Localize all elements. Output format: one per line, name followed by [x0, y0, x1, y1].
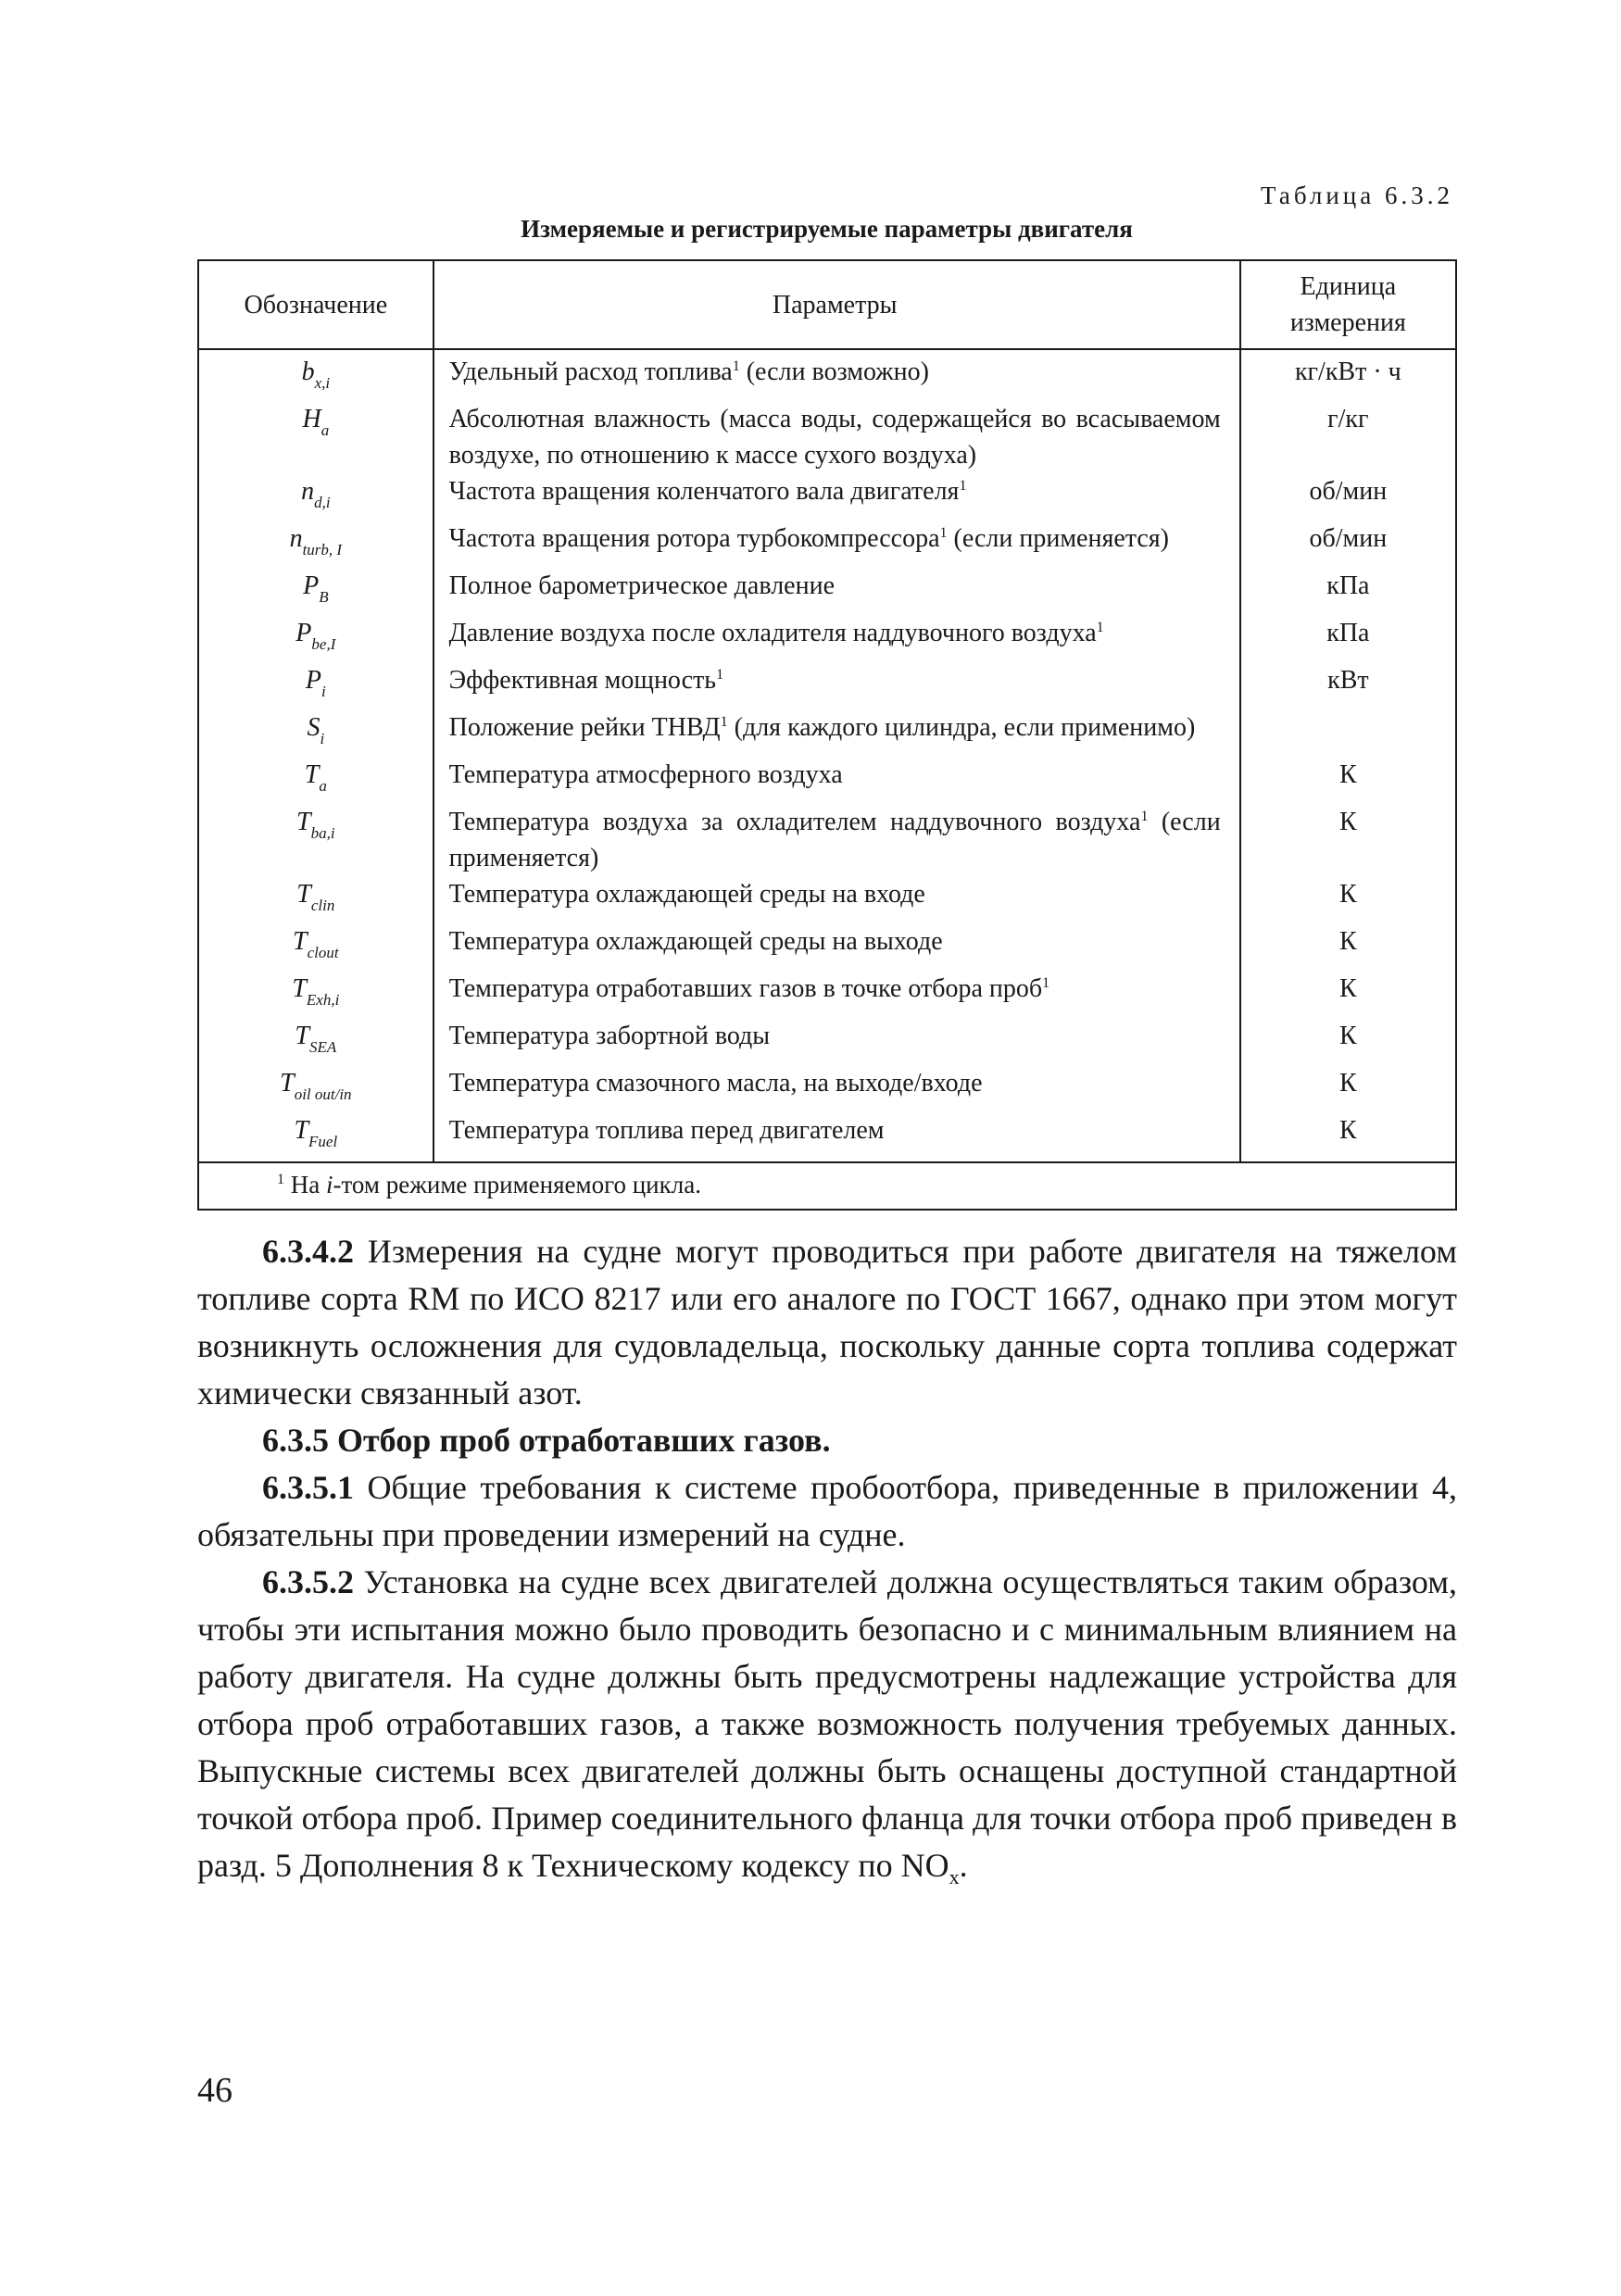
- parameter-symbol: [303, 568, 329, 615]
- parameter-text: Температура забортной воды: [448, 1022, 771, 1050]
- parameter-text-tail: (если возможно): [739, 358, 929, 386]
- footnote-mark: 1: [716, 667, 724, 683]
- parameter-cell: [434, 349, 1240, 401]
- parameter-text-tail: (для каждого цилиндра, если применимо): [727, 713, 1196, 742]
- footnote-mark: 1: [277, 1172, 284, 1187]
- symbol-subscript: turb, I: [302, 541, 343, 558]
- table-number-label: Таблица 6.3.2: [1261, 182, 1453, 209]
- parameter-text: Температура топлива перед двигателем: [448, 1116, 885, 1145]
- parameter-symbol: [295, 1018, 336, 1065]
- footnote-mark: 1: [1042, 975, 1050, 991]
- paragraph-text: Измерения на судне могут проводиться при работе двигателя на тяжелом топливе сорта RM по ИСО 8217 или его аналоге по ГОСТ 1667, однако при этом могут возникнуть осложнения для судовладельца, поскольку данные сорта топлива содержат химически связанный азот.: [197, 1233, 1457, 1411]
- symbol-letter: T: [296, 880, 311, 909]
- section-heading-6-3-5: [197, 1417, 1457, 1464]
- table-row: [198, 349, 1456, 401]
- parameter-cell: [434, 662, 1240, 709]
- parameters-table: [197, 259, 1457, 1211]
- unit-cell: К: [1240, 1018, 1456, 1065]
- parameter-cell: [434, 521, 1240, 568]
- symbol-subscript: Fuel: [308, 1133, 338, 1150]
- symbol-letter: T: [294, 1116, 309, 1145]
- heading-text: 6.3.5 Отбор проб отработавших газов.: [262, 1422, 831, 1459]
- parameter-symbol: [296, 804, 335, 851]
- table-row: [198, 662, 1456, 709]
- designation-cell: [198, 473, 434, 521]
- body-text: [197, 1228, 1457, 1901]
- table-row: [198, 1065, 1456, 1112]
- parameter-cell: [434, 923, 1240, 971]
- symbol-letter: S: [307, 713, 320, 742]
- header-designation: Обозначение: [198, 260, 434, 349]
- footnote-text-post: -том режиме применяемого цикла.: [333, 1171, 701, 1198]
- parameter-symbol: [305, 757, 327, 804]
- unit-cell: об/мин: [1240, 521, 1456, 568]
- designation-cell: [198, 1065, 434, 1112]
- parameter-cell: [434, 568, 1240, 615]
- symbol-letter: n: [301, 477, 315, 506]
- table-row: [198, 615, 1456, 662]
- parameter-symbol: [301, 473, 330, 521]
- designation-cell: [198, 662, 434, 709]
- unit-cell: К: [1240, 804, 1456, 876]
- unit-cell: К: [1240, 1065, 1456, 1112]
- parameter-symbol: [306, 662, 326, 709]
- unit-cell: К: [1240, 757, 1456, 804]
- unit-cell: кПа: [1240, 615, 1456, 662]
- parameter-text: Частота вращения коленчатого вала двигателя: [448, 477, 960, 506]
- parameter-text: Удельный расход топлива: [448, 358, 733, 386]
- symbol-subscript: B: [319, 588, 329, 606]
- symbol-letter: T: [295, 1022, 309, 1050]
- table-row: [198, 923, 1456, 971]
- parameter-cell: [434, 1065, 1240, 1112]
- table-row: [198, 568, 1456, 615]
- paragraph-text: Установка на судне всех двигателей должна осуществляться таким образом, чтобы эти испытания можно было проводить безопасно и с минимальным влиянием на работу двигателя. На судне должны быть предусмотрены надлежащие устройства для отбора проб отработавших газов, а также возможность получения требуемых данных. Выпускные системы всех двигателей должны быть оснащены доступной стандартной точкой отбора проб. Пример соединительного фланца для точки отбора проб приведен в разд. 5 Дополнения 8 к Техническому кодексу по NO: [197, 1563, 1457, 1884]
- parameter-text-tail: (если применяется): [947, 524, 1169, 553]
- parameter-text-tail: (если применяется): [448, 808, 1221, 872]
- parameter-cell: [434, 615, 1240, 662]
- parameter-symbol: [294, 1112, 337, 1160]
- parameter-text: Температура смазочного масла, на выходе/входе: [448, 1069, 983, 1098]
- page-number: 46: [197, 2071, 232, 2110]
- symbol-subscript: i: [321, 683, 326, 700]
- parameter-cell: [434, 401, 1240, 473]
- designation-cell: [198, 1018, 434, 1065]
- parameter-symbol: [280, 1065, 351, 1112]
- parameter-text: Температура воздуха за охладителем наддувочного воздуха: [448, 808, 1141, 836]
- table-row: [198, 473, 1456, 521]
- table-row: [198, 1112, 1456, 1162]
- symbol-letter: T: [280, 1069, 295, 1098]
- designation-cell: [198, 568, 434, 615]
- paragraph-6-3-5-1: [197, 1464, 1457, 1559]
- parameter-text: Температура охлаждающей среды на выходе: [448, 927, 943, 956]
- table-body: [198, 349, 1456, 1210]
- paragraph-6-3-4-2: [197, 1228, 1457, 1417]
- symbol-letter: T: [292, 974, 307, 1003]
- designation-cell: [198, 757, 434, 804]
- unit-cell: кВт: [1240, 662, 1456, 709]
- designation-cell: [198, 971, 434, 1018]
- designation-cell: [198, 615, 434, 662]
- symbol-letter: P: [295, 619, 312, 647]
- symbol-letter: P: [303, 571, 320, 600]
- paragraph-end: .: [959, 1847, 968, 1884]
- designation-cell: [198, 349, 434, 401]
- unit-cell: К: [1240, 971, 1456, 1018]
- table-row: [198, 757, 1456, 804]
- footnote-italic-i: i: [325, 1171, 333, 1198]
- unit-cell: кПа: [1240, 568, 1456, 615]
- nox-subscript: x: [949, 1865, 960, 1889]
- parameter-text: Частота вращения ротора турбокомпрессора: [448, 524, 940, 553]
- header-unit: Единица измерения: [1240, 260, 1456, 349]
- symbol-letter: T: [304, 760, 320, 789]
- footnote-mark: 1: [939, 525, 948, 541]
- parameter-text: Положение рейки ТНВД: [448, 713, 721, 742]
- symbol-subscript: clin: [310, 897, 335, 914]
- designation-cell: [198, 521, 434, 568]
- table-caption: Измеряемые и регистрируемые параметры двигателя: [521, 215, 1133, 243]
- table-row: [198, 1018, 1456, 1065]
- unit-cell: кг/кВт · ч: [1240, 349, 1456, 401]
- parameter-symbol: [302, 401, 329, 448]
- paragraph-6-3-5-2: [197, 1559, 1457, 1901]
- parameter-cell: [434, 971, 1240, 1018]
- symbol-letter: P: [305, 666, 322, 695]
- header-parameters: Параметры: [434, 260, 1240, 349]
- symbol-subscript: a: [320, 421, 330, 439]
- parameter-cell: [434, 1112, 1240, 1162]
- footnote-mark: 1: [720, 714, 728, 730]
- parameter-symbol: [295, 615, 335, 662]
- paragraph-text: Общие требования к системе пробоотбора, приведенные в приложении 4, обязательны при проведении измерений на судне.: [197, 1469, 1457, 1553]
- symbol-letter: T: [293, 927, 308, 956]
- parameter-cell: [434, 804, 1240, 876]
- designation-cell: [198, 401, 434, 473]
- symbol-subscript: SEA: [308, 1038, 337, 1056]
- clause-number: 6.3.4.2: [262, 1233, 354, 1270]
- parameter-text: Абсолютная влажность (масса воды, содержащейся во всасываемом воздухе, по отношению к массе сухого воздуха): [448, 405, 1221, 470]
- table-row: [198, 876, 1456, 923]
- parameter-symbol: [296, 876, 334, 923]
- clause-number: 6.3.5.1: [262, 1469, 354, 1506]
- parameter-text: Полное барометрическое давление: [448, 571, 836, 600]
- footnote-mark: 1: [959, 478, 967, 494]
- table-row: [198, 804, 1456, 876]
- symbol-letter: b: [301, 358, 315, 386]
- parameter-cell: [434, 473, 1240, 521]
- symbol-subscript: clout: [307, 944, 339, 961]
- table-row: [198, 709, 1456, 757]
- table-footnote-row: [198, 1162, 1456, 1210]
- parameter-symbol: [292, 971, 339, 1018]
- table-footnote: [198, 1162, 1456, 1210]
- parameter-text: Давление воздуха после охладителя наддувочного воздуха: [448, 619, 1097, 647]
- designation-cell: [198, 804, 434, 876]
- parameter-cell: [434, 876, 1240, 923]
- symbol-subscript: a: [319, 777, 327, 795]
- symbol-subscript: i: [320, 730, 325, 747]
- symbol-letter: n: [289, 524, 303, 553]
- table-row: [198, 521, 1456, 568]
- symbol-subscript: d,i: [314, 494, 331, 511]
- designation-cell: [198, 1112, 434, 1162]
- footnote-mark: 1: [1140, 809, 1149, 824]
- parameter-cell: [434, 1018, 1240, 1065]
- unit-cell: г/кг: [1240, 401, 1456, 473]
- parameter-text: Температура отработавших газов в точке отбора проб: [448, 974, 1043, 1003]
- parameter-symbol: [307, 709, 324, 757]
- table-row: [198, 971, 1456, 1018]
- symbol-letter: T: [296, 808, 311, 836]
- symbol-subscript: oil out/in: [294, 1085, 352, 1103]
- symbol-subscript: be,I: [311, 635, 336, 653]
- table-header-row: [198, 260, 1456, 349]
- symbol-subscript: Exh,i: [306, 991, 340, 1009]
- parameter-text: Эффективная мощность: [448, 666, 717, 695]
- footnote-text-pre: На: [284, 1171, 326, 1198]
- parameter-text: Температура атмосферного воздуха: [448, 760, 843, 789]
- footnote-mark: 1: [732, 358, 740, 374]
- designation-cell: [198, 709, 434, 757]
- footnote-mark: 1: [1096, 620, 1104, 635]
- unit-cell: об/мин: [1240, 473, 1456, 521]
- unit-cell: К: [1240, 1112, 1456, 1162]
- symbol-letter: H: [302, 405, 321, 433]
- parameter-text: Температура охлаждающей среды на входе: [448, 880, 925, 909]
- symbol-subscript: x,i: [314, 374, 331, 392]
- designation-cell: [198, 923, 434, 971]
- table-row: [198, 401, 1456, 473]
- unit-cell: К: [1240, 876, 1456, 923]
- parameter-symbol: [290, 521, 343, 568]
- symbol-subscript: ba,i: [310, 824, 335, 842]
- parameter-symbol: [293, 923, 339, 971]
- parameter-cell: [434, 757, 1240, 804]
- unit-cell: К: [1240, 923, 1456, 971]
- clause-number: 6.3.5.2: [262, 1563, 354, 1600]
- parameter-symbol: [302, 354, 331, 401]
- unit-cell: [1240, 709, 1456, 757]
- parameter-cell: [434, 709, 1240, 757]
- designation-cell: [198, 876, 434, 923]
